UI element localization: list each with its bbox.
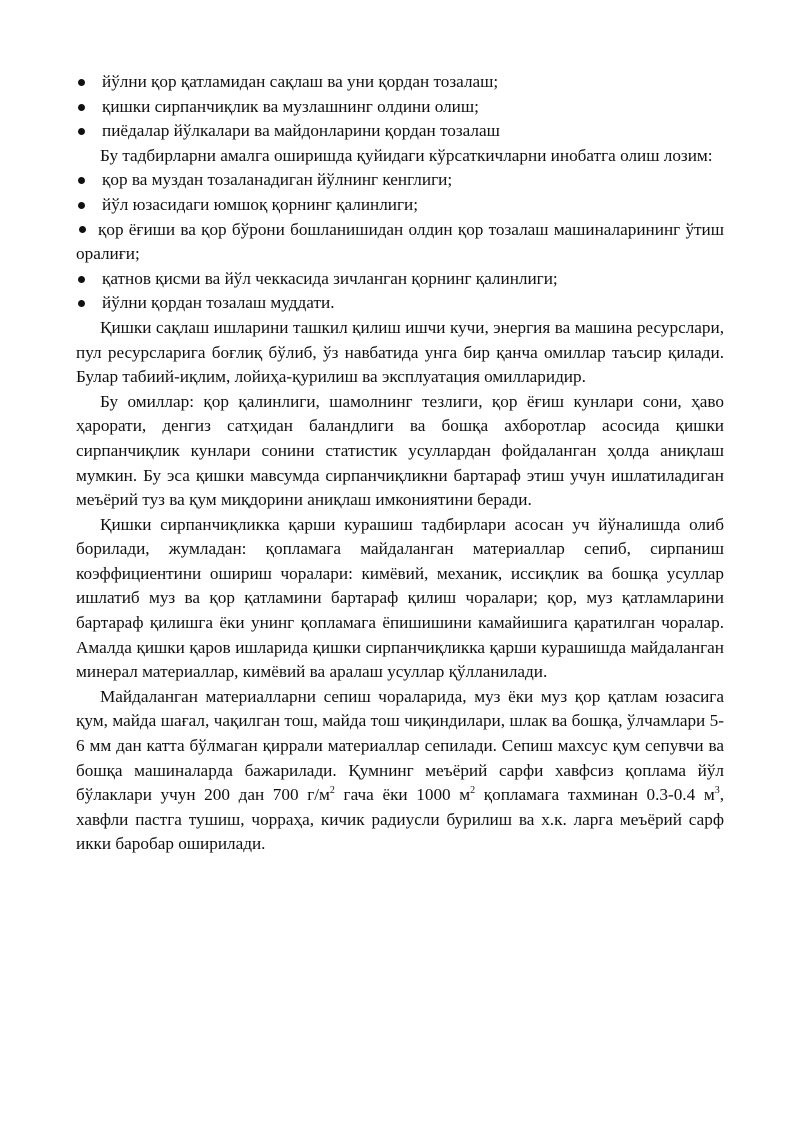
list-item: қор ёғиши ва қор бўрони бошланишидан олдин қор тозалаш машиналарининг ўтиш оралиғи; [76,219,724,264]
paragraph: Майдаланган материалларни сепиш чораларида, муз ёки муз қор қатлам юзасига қум, майда шағал, чақилган тош, майда тош чиқиндилари, шлак ва бошқа, ўлчамлари 5-6 мм дан катта бўлмаган қиррали материаллар сепилади. Сепиш махсус қум сепувчи ва бошқа машиналарда бажарилади. Қумнинг меъёрий сарфи хавфсиз қоплама йўл бўлаклари учун 200 дан 700 $г/м^2$ гача ёки 1000 $м^2$ қопламага тахминан 0.3-0.4 $м^3$, хавфли пастга тушиш, чорраҳа, кичик радиусли бурилиш ва х.к. ларга меъёрий сарф икки баробар оширилади. [76,686,724,854]
list-item: қишки сирпанчиқлик ва музлашнинг олдини олиш; [76,95,724,120]
bullet-icon [78,128,85,135]
paragraph: Қишки сақлаш ишларини ташкил қилиш ишчи кучи, энергия ва машина ресурслари, пул ресурсларига боғлиқ бўлиб, ўз навбатида унга бир қанча омиллар таъсир қилади. Булар табиий-иқлим, лойиҳа-қурилиш ва эксплуатация омилларидир. [76,317,724,387]
paragraph: Бу омиллар: қор қалинлиги, шамолнинг тезлиги, қор ёғиш кунлари сони, ҳаво ҳарорати, денгиз сатҳидан баландлиги ва бошқа ахборотлар асосида қишки сирпанчиқлик кунлари сонини статистик усуллардан фойдаланган ҳолда аниқлаш мумкин. Бу эса қишки мавсумда сирпанчиқликни бартараф этиш учун ишлатиладиган меъёрий туз ва қум миқдорини аниқлаш имкониятини беради. [76,391,724,510]
document-page [76,70,724,857]
superscript: 2 [329,785,335,797]
bullet-icon [78,276,85,283]
bullet-icon [78,177,85,184]
list-item: йўлни қор қатламидан сақлаш ва уни қордан тозалаш; [76,70,724,95]
bullet-icon [78,104,85,111]
bullet-icon [78,79,85,86]
list-item: йўлни қордан тозалаш муддати. [76,291,724,316]
superscript: 3 [714,785,720,797]
list-item: пиёдалар йўлкалари ва майдонларини қордан тозалаш [76,119,724,144]
bullet-icon [78,202,85,209]
superscript: 2 [470,785,476,797]
list-item: қатнов қисми ва йўл чеккасида зичланган қорнинг қалинлиги; [76,267,724,292]
paragraph: Қишки сирпанчиқликка қарши курашиш тадбирлари асосан уч йўналишда олиб борилади, жумладан: қопламага майдаланган материаллар сепиб, сирпаниш коэффициентини ошириш чоралари: кимёвий, механик, иссиқлик ва бошқа усуллар ишлатиб муз ва қор қатламини бартараф қилиш чоралари; қор, муз қатламларини бартараф қилишга ёки унинг қопламага ёпишишини камайишига қаратилган чоралар. Амалда қишки қаров ишларида қишки сирпанчиқликка қарши курашишда майдаланган минерал материаллар, кимёвий ва аралаш усуллар қўлланилади. [76,514,724,682]
list-item: қор ва муздан тозаланадиган йўлнинг кенглиги; [76,168,724,193]
paragraph: Бу тадбирларни амалга оширишда қуйидаги кўрсаткичларни инобатга олиш лозим: [100,145,713,165]
bullet-icon [78,300,85,307]
list-item: йўл юзасидаги юмшоқ қорнинг қалинлиги; [76,193,724,218]
bullet-icon [79,226,86,233]
